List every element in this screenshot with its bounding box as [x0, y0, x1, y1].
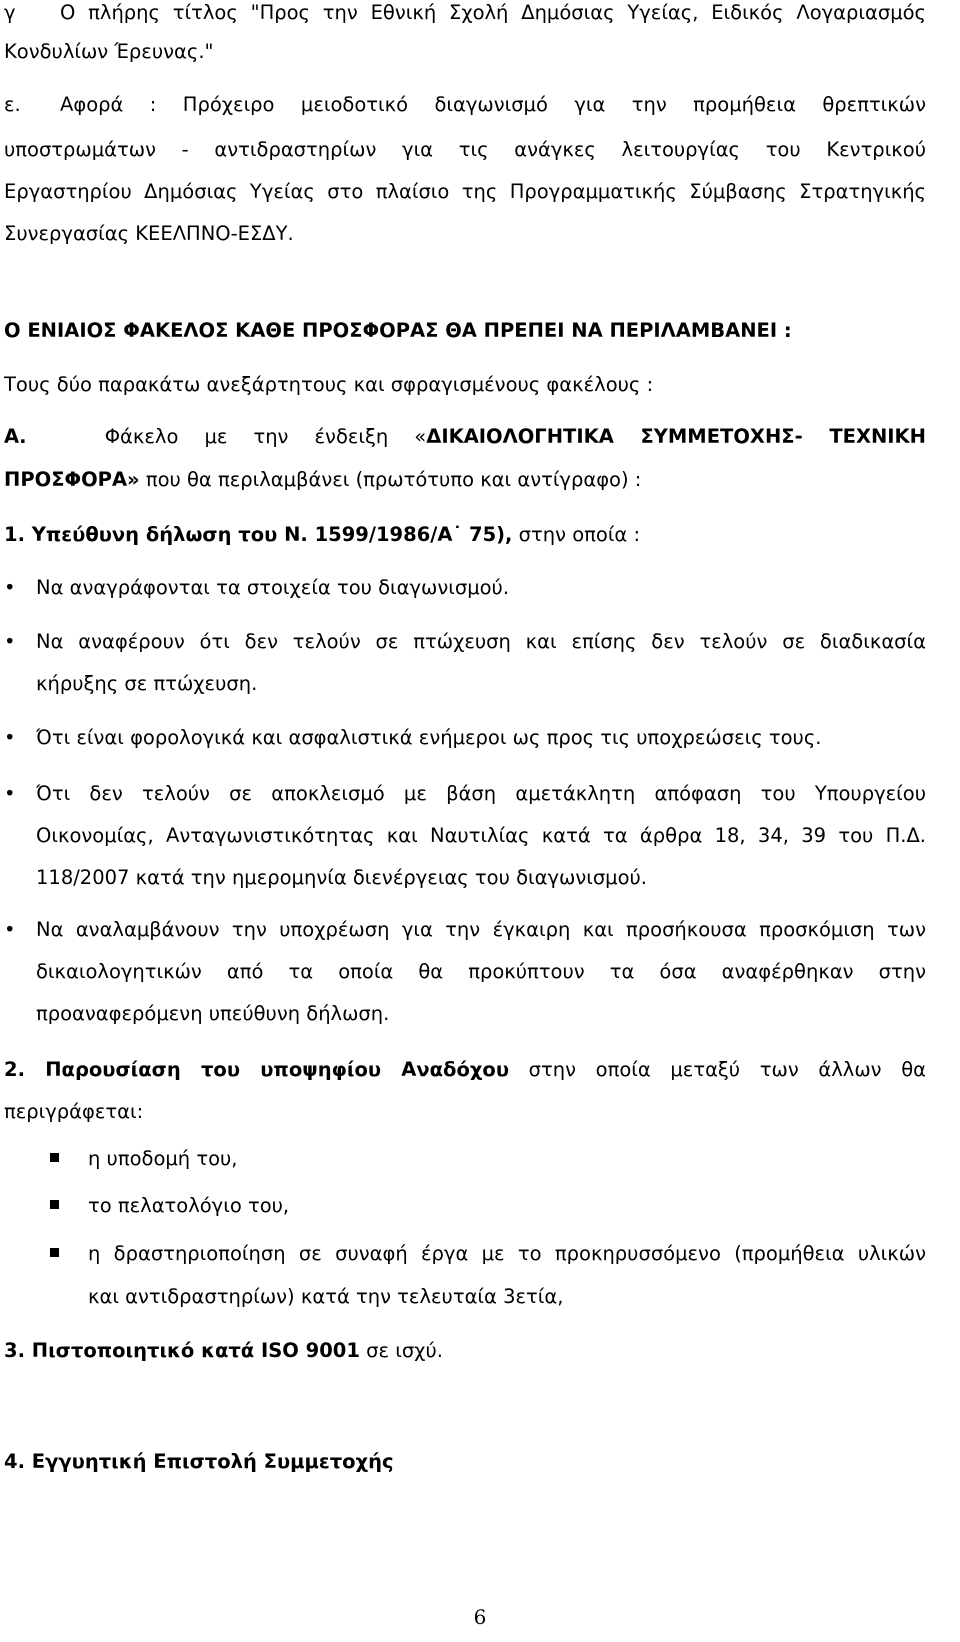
- list-item-continuation: προαναφερόμενη υπεύθυνη δήλωση.: [36, 1002, 390, 1025]
- list-item: Να αναλαμβάνουν την υποχρέωση για την έγκαιρη και προσήκουσα προσκόμιση των: [36, 918, 926, 941]
- list-item: η δραστηριοποίηση σε συναφή έργα με το προκηρυσσόμενο (προμήθεια υλικών: [88, 1242, 926, 1265]
- paragraph-gamma-label: γ: [4, 1, 16, 24]
- list-item-continuation: 118/2007 κατά την ημερομηνία διενέργειας του διαγωνισμού.: [36, 866, 647, 889]
- square-bullet-icon: [50, 1248, 59, 1257]
- section-a-line2: ΠΡΟΣΦΟΡΑ» που θα περιλαμβάνει (πρωτότυπο και αντίγραφο) :: [4, 468, 642, 491]
- list-item: Να αναφέρουν ότι δεν τελούν σε πτώχευση και επίσης δεν τελούν σε διαδικασία: [36, 630, 926, 653]
- list-item-continuation: κήρυξης σε πτώχευση.: [36, 672, 258, 695]
- list-item: η υποδομή του,: [88, 1147, 238, 1170]
- paragraph-epsilon-line1: ε. Αφορά : Πρόχειρο μειοδοτικό διαγωνισμό για την προμήθεια θρεπτικών: [4, 84, 926, 125]
- list-item-continuation: δικαιολογητικών από τα οποία θα προκύπτουν τα όσα αναφέρθηκαν στην: [36, 960, 926, 983]
- intro-text: Τους δύο παρακάτω ανεξάρτητους και σφραγισμένους φακέλους :: [4, 373, 654, 396]
- list-item: Να αναγράφονται τα στοιχεία του διαγωνισμού.: [36, 576, 510, 599]
- paragraph-epsilon-line2: υποστρωμάτων - αντιδραστηρίων για τις ανάγκες λειτουργίας του Κεντρικού: [4, 138, 926, 161]
- section-a-line1: Α. Φάκελο με την ένδειξη «ΔΙΚΑΙΟΛΟΓΗΤΙΚΑ ΣΥΜΜΕΤΟΧΗΣ- ΤΕΧΝΙΚΗ: [4, 425, 926, 448]
- list-item-continuation: Οικονομίας, Ανταγωνιστικότητας και Ναυτιλίας κατά τα άρθρα 18, 34, 39 του Π.Δ.: [36, 824, 926, 847]
- item-1: 1. Υπεύθυνη δήλωση του Ν. 1599/1986/Α˙ 75), στην οποία :: [4, 523, 641, 546]
- paragraph-gamma-line2: Κονδυλίων Έρευνας.": [4, 40, 214, 63]
- paragraph-epsilon-label: ε.: [4, 93, 21, 116]
- list-item: το πελατολόγιο του,: [88, 1194, 290, 1217]
- bullet-icon: •: [4, 726, 16, 749]
- list-item-continuation: και αντιδραστηρίων) κατά την τελευταία 3ετία,: [88, 1285, 564, 1308]
- item-3: 3. Πιστοποιητικό κατά ISO 9001 σε ισχύ.: [4, 1339, 443, 1362]
- bullet-icon: •: [4, 630, 16, 653]
- item-2-line2: περιγράφεται:: [4, 1100, 144, 1123]
- paragraph-gamma-line1: γ Ο πλήρης τίτλος "Προς την Εθνική Σχολή Δημόσιας Υγείας, Ειδικός Λογαριασμός: [4, 0, 926, 33]
- paragraph-epsilon-line3: Εργαστηρίου Δημόσιας Υγείας στο πλαίσιο της Προγραμματικής Σύμβασης Στρατηγικής: [4, 180, 926, 203]
- item-4: 4. Εγγυητική Επιστολή Συμμετοχής: [4, 1450, 394, 1473]
- section-heading: Ο ΕΝΙΑΙΟΣ ΦΑΚΕΛΟΣ ΚΑΘΕ ΠΡΟΣΦΟΡΑΣ ΘΑ ΠΡΕΠΕΙ ΝΑ ΠΕΡΙΛΑΜΒΑΝΕΙ :: [4, 319, 792, 342]
- paragraph-epsilon-line4: Συνεργασίας ΚΕΕΛΠΝΟ-ΕΣΔΥ.: [4, 222, 294, 245]
- page-number: 6: [473, 1605, 487, 1629]
- item-2-line1: 2. Παρουσίαση του υποψηφίου Αναδόχου στην οποία μεταξύ των άλλων θα: [4, 1058, 926, 1081]
- bullet-icon: •: [4, 782, 16, 805]
- list-item: Ότι δεν τελούν σε αποκλεισμό με βάση αμετάκλητη απόφαση του Υπουργείου: [36, 782, 926, 805]
- bullet-icon: •: [4, 576, 16, 599]
- square-bullet-icon: [50, 1153, 59, 1162]
- list-item: Ότι είναι φορολογικά και ασφαλιστικά ενήμεροι ως προς τις υποχρεώσεις τους.: [36, 726, 822, 749]
- bullet-icon: •: [4, 918, 16, 941]
- square-bullet-icon: [50, 1200, 59, 1209]
